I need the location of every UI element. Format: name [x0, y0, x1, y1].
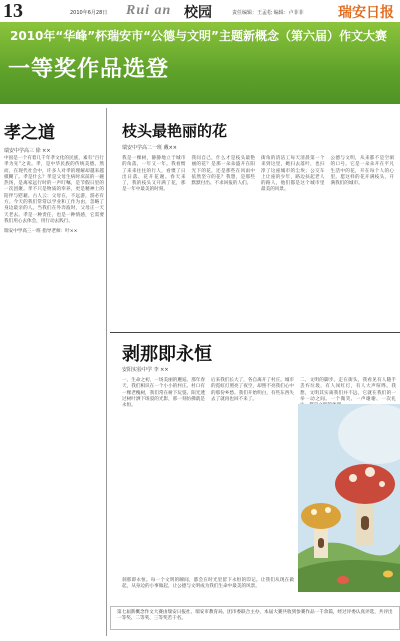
article2-col-3: 二、文明的脚步。走在街头，我看见有人随手丢弃垃圾，有人闯红灯，有人大声喧哗。我想，文明其实离我们并不远，它就在我们的一举一动之间。一个微笑、一声谢谢、一次礼: [300, 378, 396, 402]
left-article-byline: 瑞安中学高三 徐 ××: [4, 148, 51, 154]
newspaper-name: 瑞安日报: [338, 5, 394, 21]
article2-body-top-right: [300, 378, 396, 404]
article2-title: 剥那即永恒: [122, 344, 212, 365]
article2-col-2: 后来我们长大了，各自离开了村庄。城市的霓虹灯照亮了夜空，却照不亮我们心中的那份乡愁。我们开始明白，有些东西失去了就再也回不来了。: [211, 378, 294, 402]
column-divider: [106, 108, 107, 636]
section-name: 校园: [184, 5, 212, 21]
left-article: [4, 108, 104, 636]
article2-col-1: 一、生命之初，一场美丽的邂逅。那年春天，我们相识在一个小小的村庄。村口有一棵老槐树，我们常在树下玩耍。阳光透过树叶洒下斑驳的光影，那一刻仿佛就是永恒。: [122, 378, 205, 409]
article1-col-4: 公德与文明，从来都不是空洞的口号。它是一朵朵开在平凡生活中的花，开在每个人的心里。愿这样的花开满枝头，开满我们的城市。: [330, 156, 394, 187]
article2-body-left: [122, 378, 294, 598]
ruian-logo-text: Rui an: [126, 3, 172, 18]
main-articles: [110, 108, 400, 636]
article1-body: [122, 156, 394, 326]
editor-credits: 责任编辑：王孟松 编辑：卢菲菲: [232, 10, 304, 16]
left-article-title: 孝之道: [4, 123, 55, 143]
article2-col-4: 刹那即永恒。每一个文明的瞬间，都会在时光里留下永恒的印记。让我们从现在做起，从身边的小事做起，让公德与文明成为我们生命中最美的风景。: [122, 578, 294, 590]
article1-title: 枝头最艳丽的花: [122, 122, 228, 140]
article2-byline: 安阳实验中学 李 ××: [122, 367, 169, 373]
page-number: 13: [3, 0, 23, 22]
masthead: [0, 0, 400, 22]
issue-date: 2010年6月28日: [70, 10, 108, 16]
title-banner: [0, 22, 400, 104]
article1-col-3: 街角的清洁工每天清晨第一个来到这里，她扫去落叶，也扫净了这座城市的尘埃；公交车上让座的少年，路边扶起老人的路人，他们都是这个城市里最美的风景。: [261, 156, 325, 193]
left-article-note: 瑞安中学高三一班 指导老师：叶××: [4, 229, 78, 235]
banner-subtitle: 2010年“华峰”杯瑞安市“公德与文明”主题新概念（第六届）作文大赛: [10, 29, 387, 43]
contest-note: 第七届新概念作文大赛由瑞安日报社、瑞安市教育局、团市委联合主办，本届大赛共收到参赛作品一千余篇，经过评委认真评选，共评出一等奖、二等奖、三等奖若干名。: [110, 606, 400, 630]
banner-title: 一等奖作品选登: [8, 57, 170, 82]
left-article-body: 中国是一个有着几千年孝文化的民族，素有“百行孝为先”之说。孝，是中华民族的传统美德。然而，在现代社会中，许多人对孝的理解却越来越模糊了。孝是什么？孝是父母生病时床前的一碗热汤，是离家远行时的一声叮嘱，是节假日里的一次团聚。孝不只是物质的奉养，更是精神上的陪伴与慰藉。古人云：父母在，不远游，游必有方。今天的我们常常以学业和工作为由，忽略了身边最亲的人。当我们在外奔波时，父母正一天天老去。孝是一种责任，也是一种情感，它需要我们用心去体会，用行动去践行。: [4, 156, 104, 224]
article1-byline: 瑞安中学高二一班 戴××: [122, 145, 177, 151]
mushroom-house-illustration: [298, 404, 400, 592]
article1-col-2: 我问自己，什么才是枝头最艳丽的花？是那一朵朵盛开在阳光下的花，还是那些在风雨中依然坚守的花？我想，是那些默默付出、不求回报的人们。: [191, 156, 255, 187]
article-separator: [110, 332, 400, 333]
article2-body-bottom: [122, 578, 294, 602]
article1-col-1: 我是一棵树，静静地立于城市的角落，一年又一年。我看惯了来来往往的行人，看惯了日出日落、花开花谢。春天来了，我的枝头又开满了花，那是一年中最美的时刻。: [122, 156, 186, 193]
